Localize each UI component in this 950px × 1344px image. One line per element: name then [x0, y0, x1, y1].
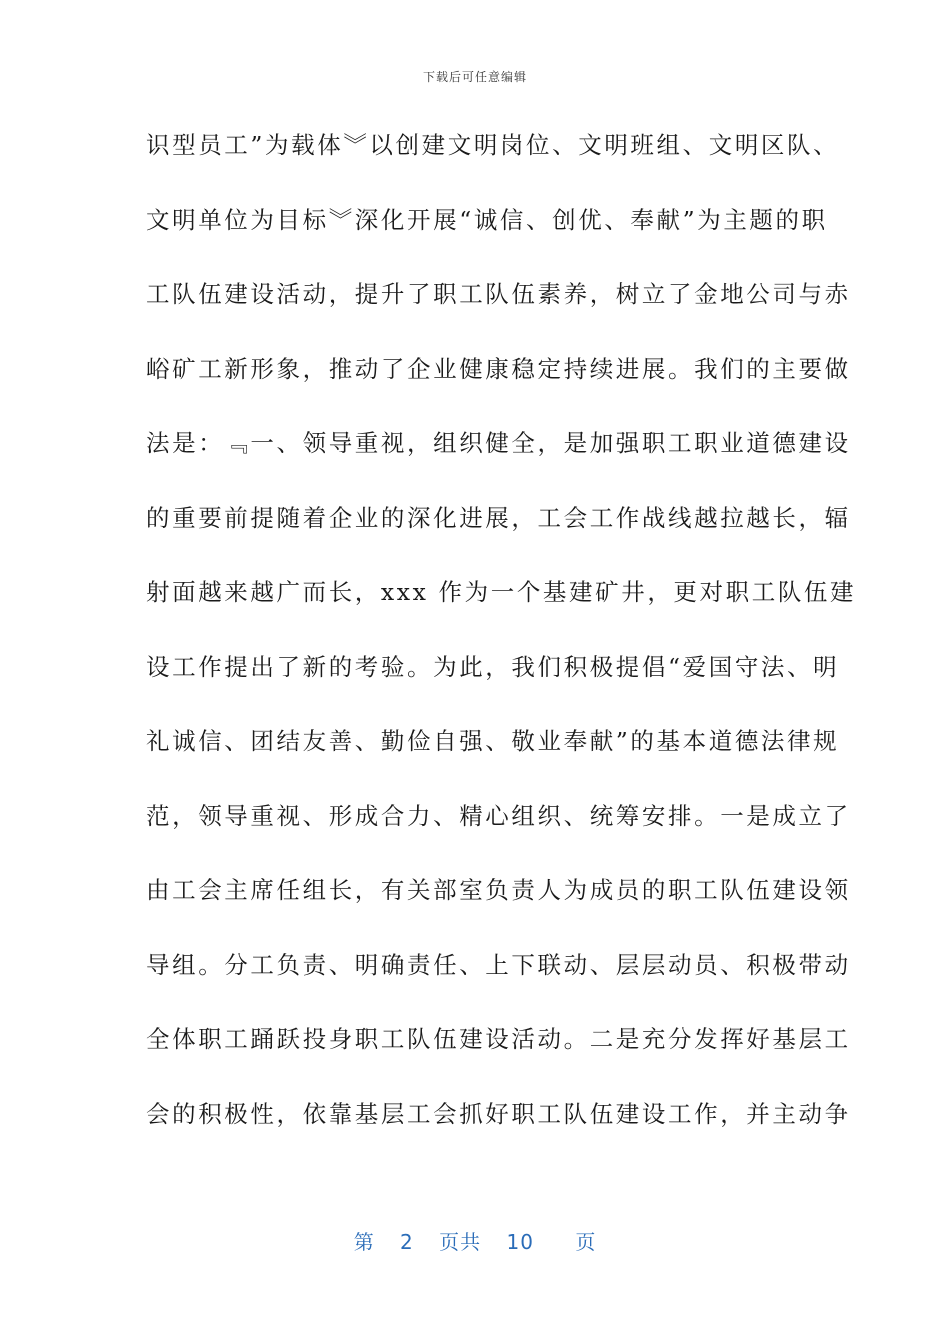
text-line: 的重要前提随着企业的深化进展，工会工作战线越拉越长，辐 [146, 503, 851, 532]
footer-total-pages: 10 [506, 1230, 534, 1254]
text-line: 法是：﹃一、领导重视，组织健全，是加强职工职业道德建设 [146, 429, 851, 457]
text-line: 工队伍建设活动，提升了职工队伍素养，树立了金地公司与赤 [146, 280, 851, 308]
text-line: 峪矿工新形象，推动了企业健康稳定持续进展。我们的主要做 [146, 354, 851, 383]
text-line: 由工会主席任组长，有关部室负责人为成员的职工队伍建设领 [146, 876, 851, 904]
footer-page-number: 2 [400, 1230, 414, 1254]
text-line: 射面越来越广而长，xxx 作为一个基建矿井，更对职工队伍建 [146, 578, 857, 606]
page-footer [0, 1226, 950, 1255]
footer-suffix: 页 [575, 1230, 597, 1254]
header-note: 下载后可任意编辑 [422, 70, 527, 84]
footer-middle: 页共 [439, 1230, 482, 1254]
text-line: 识型员工”为载体︾以创建文明岗位、文明班组、文明区队、 [146, 131, 840, 159]
document-body [146, 120, 857, 1163]
text-line: 全体职工踊跃投身职工队伍建设活动。二是充分发挥好基层工 [146, 1025, 851, 1053]
text-line: 会的积极性，依靠基层工会抓好职工队伍建设工作，并主动争 [146, 1099, 851, 1128]
footer-prefix: 第 [353, 1230, 375, 1254]
text-line: 导组。分工负责、明确责任、上下联动、层层动员、积极带动 [146, 950, 851, 979]
text-line: 文明单位为目标︾深化开展“诚信、创优、奉献”为主题的职 [146, 205, 828, 234]
text-line: 设工作提出了新的考验。为此，我们积极提倡“爱国守法、明 [146, 652, 840, 681]
text-line: 范，领导重视、形成合力、精心组织、统筹安排。一是成立了 [146, 801, 851, 830]
text-line: 礼诚信、团结友善、勤俭自强、敬业奉献”的基本道德法律规 [146, 727, 840, 755]
